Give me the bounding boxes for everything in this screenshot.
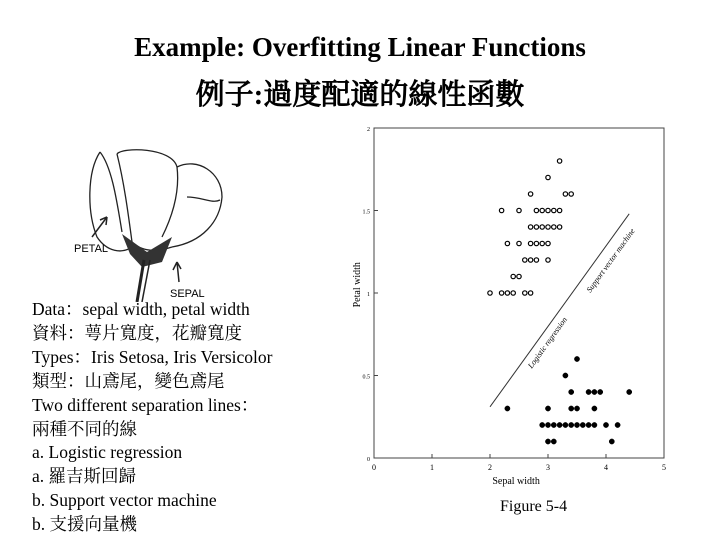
flower-illustration <box>62 142 237 302</box>
svm-label: Support vector machine <box>584 226 637 295</box>
versicolor-point <box>511 291 515 295</box>
versicolor-point <box>499 208 503 212</box>
setosa-point <box>592 406 597 411</box>
setosa-point <box>574 422 579 427</box>
setosa-point <box>627 389 632 394</box>
setosa-point <box>551 439 556 444</box>
y-tick-label: 2 <box>367 127 370 133</box>
setosa-point <box>569 406 574 411</box>
setosa-point <box>574 406 579 411</box>
setosa-point <box>609 439 614 444</box>
sepal-label: SEPAL <box>170 288 205 300</box>
versicolor-point <box>534 241 538 245</box>
y-tick-label: 1.5 <box>362 209 370 216</box>
versicolor-point <box>499 291 503 295</box>
versicolor-point <box>528 258 532 262</box>
description-line: Data：sepal width, petal width <box>32 299 250 319</box>
versicolor-point <box>505 241 509 245</box>
versicolor-point <box>546 208 550 212</box>
setosa-point <box>563 373 568 378</box>
description-line: Two different separation lines： <box>32 394 259 415</box>
x-axis-label: Sepal width <box>492 476 540 487</box>
setosa-point <box>586 389 591 394</box>
x-tick-label: 1 <box>430 463 434 472</box>
setosa-point <box>603 422 608 427</box>
description-line: a. Logistic regression <box>32 442 183 463</box>
versicolor-point <box>563 192 567 196</box>
description-line: 兩種不同的線 <box>32 418 137 439</box>
x-tick-label: 0 <box>372 463 376 472</box>
description-list <box>32 298 273 537</box>
versicolor-point <box>546 241 550 245</box>
setosa-point <box>580 422 585 427</box>
versicolor-point <box>569 192 573 196</box>
versicolor-point <box>546 175 550 179</box>
versicolor-point <box>534 208 538 212</box>
y-tick-label: 1 <box>367 292 370 298</box>
petal-label: PETAL <box>74 243 109 255</box>
versicolor-point <box>528 225 532 229</box>
description-line: a. 羅吉斯回歸 <box>32 466 137 487</box>
versicolor-point <box>546 225 550 229</box>
versicolor-point <box>557 208 561 212</box>
setosa-point <box>505 406 510 411</box>
versicolor-point <box>540 225 544 229</box>
versicolor-point <box>523 258 527 262</box>
x-tick-label: 3 <box>546 463 550 472</box>
setosa-point <box>563 422 568 427</box>
x-tick-label: 5 <box>662 463 666 472</box>
setosa-point <box>574 356 579 361</box>
versicolor-point <box>528 241 532 245</box>
versicolor-point <box>552 225 556 229</box>
x-tick-label: 2 <box>488 463 492 472</box>
scatter-chart <box>345 118 675 493</box>
versicolor-point <box>517 274 521 278</box>
figure-caption: Figure 5-4 <box>500 498 568 515</box>
setosa-point <box>569 389 574 394</box>
setosa-point <box>592 422 597 427</box>
setosa-point <box>569 422 574 427</box>
versicolor-point <box>557 225 561 229</box>
versicolor-point <box>528 291 532 295</box>
description-line: 資料：萼片寬度，花瓣寬度 <box>32 322 242 343</box>
slide-title-chinese: 例子:過度配適的線性函數 <box>195 79 525 111</box>
setosa-point <box>545 439 550 444</box>
logistic-regression-label: Logistic regression <box>526 315 570 371</box>
versicolor-point <box>511 274 515 278</box>
description-line: Types：Iris Setosa, Iris Versicolor <box>32 346 273 367</box>
setosa-point <box>540 422 545 427</box>
versicolor-point <box>505 291 509 295</box>
setosa-point <box>545 406 550 411</box>
versicolor-point <box>523 291 527 295</box>
versicolor-point <box>540 241 544 245</box>
versicolor-point <box>557 159 561 163</box>
versicolor-point <box>517 208 521 212</box>
setosa-point <box>615 422 620 427</box>
y-tick-label: 0 <box>367 457 370 463</box>
x-tick-label: 4 <box>604 463 608 472</box>
setosa-point <box>586 422 591 427</box>
plot-frame <box>374 128 664 458</box>
setosa-point <box>592 389 597 394</box>
setosa-point <box>551 422 556 427</box>
versicolor-point <box>546 258 550 262</box>
versicolor-point <box>540 208 544 212</box>
description-line: b. Support vector machine <box>32 490 217 511</box>
versicolor-point <box>488 291 492 295</box>
versicolor-point <box>534 225 538 229</box>
versicolor-point <box>534 258 538 262</box>
setosa-point <box>598 389 603 394</box>
description-line: b. 支援向量機 <box>32 514 137 535</box>
y-tick-label: 0.5 <box>362 374 370 381</box>
slide-title-english: Example: Overfitting Linear Functions <box>134 32 586 62</box>
setosa-point <box>557 422 562 427</box>
separation-line <box>490 214 629 407</box>
setosa-point <box>545 422 550 427</box>
y-axis-label: Petal width <box>352 262 363 308</box>
description-line: 類型：山鳶尾，變色鳶尾 <box>32 370 225 391</box>
versicolor-point <box>552 208 556 212</box>
versicolor-point <box>517 241 521 245</box>
versicolor-point <box>528 192 532 196</box>
